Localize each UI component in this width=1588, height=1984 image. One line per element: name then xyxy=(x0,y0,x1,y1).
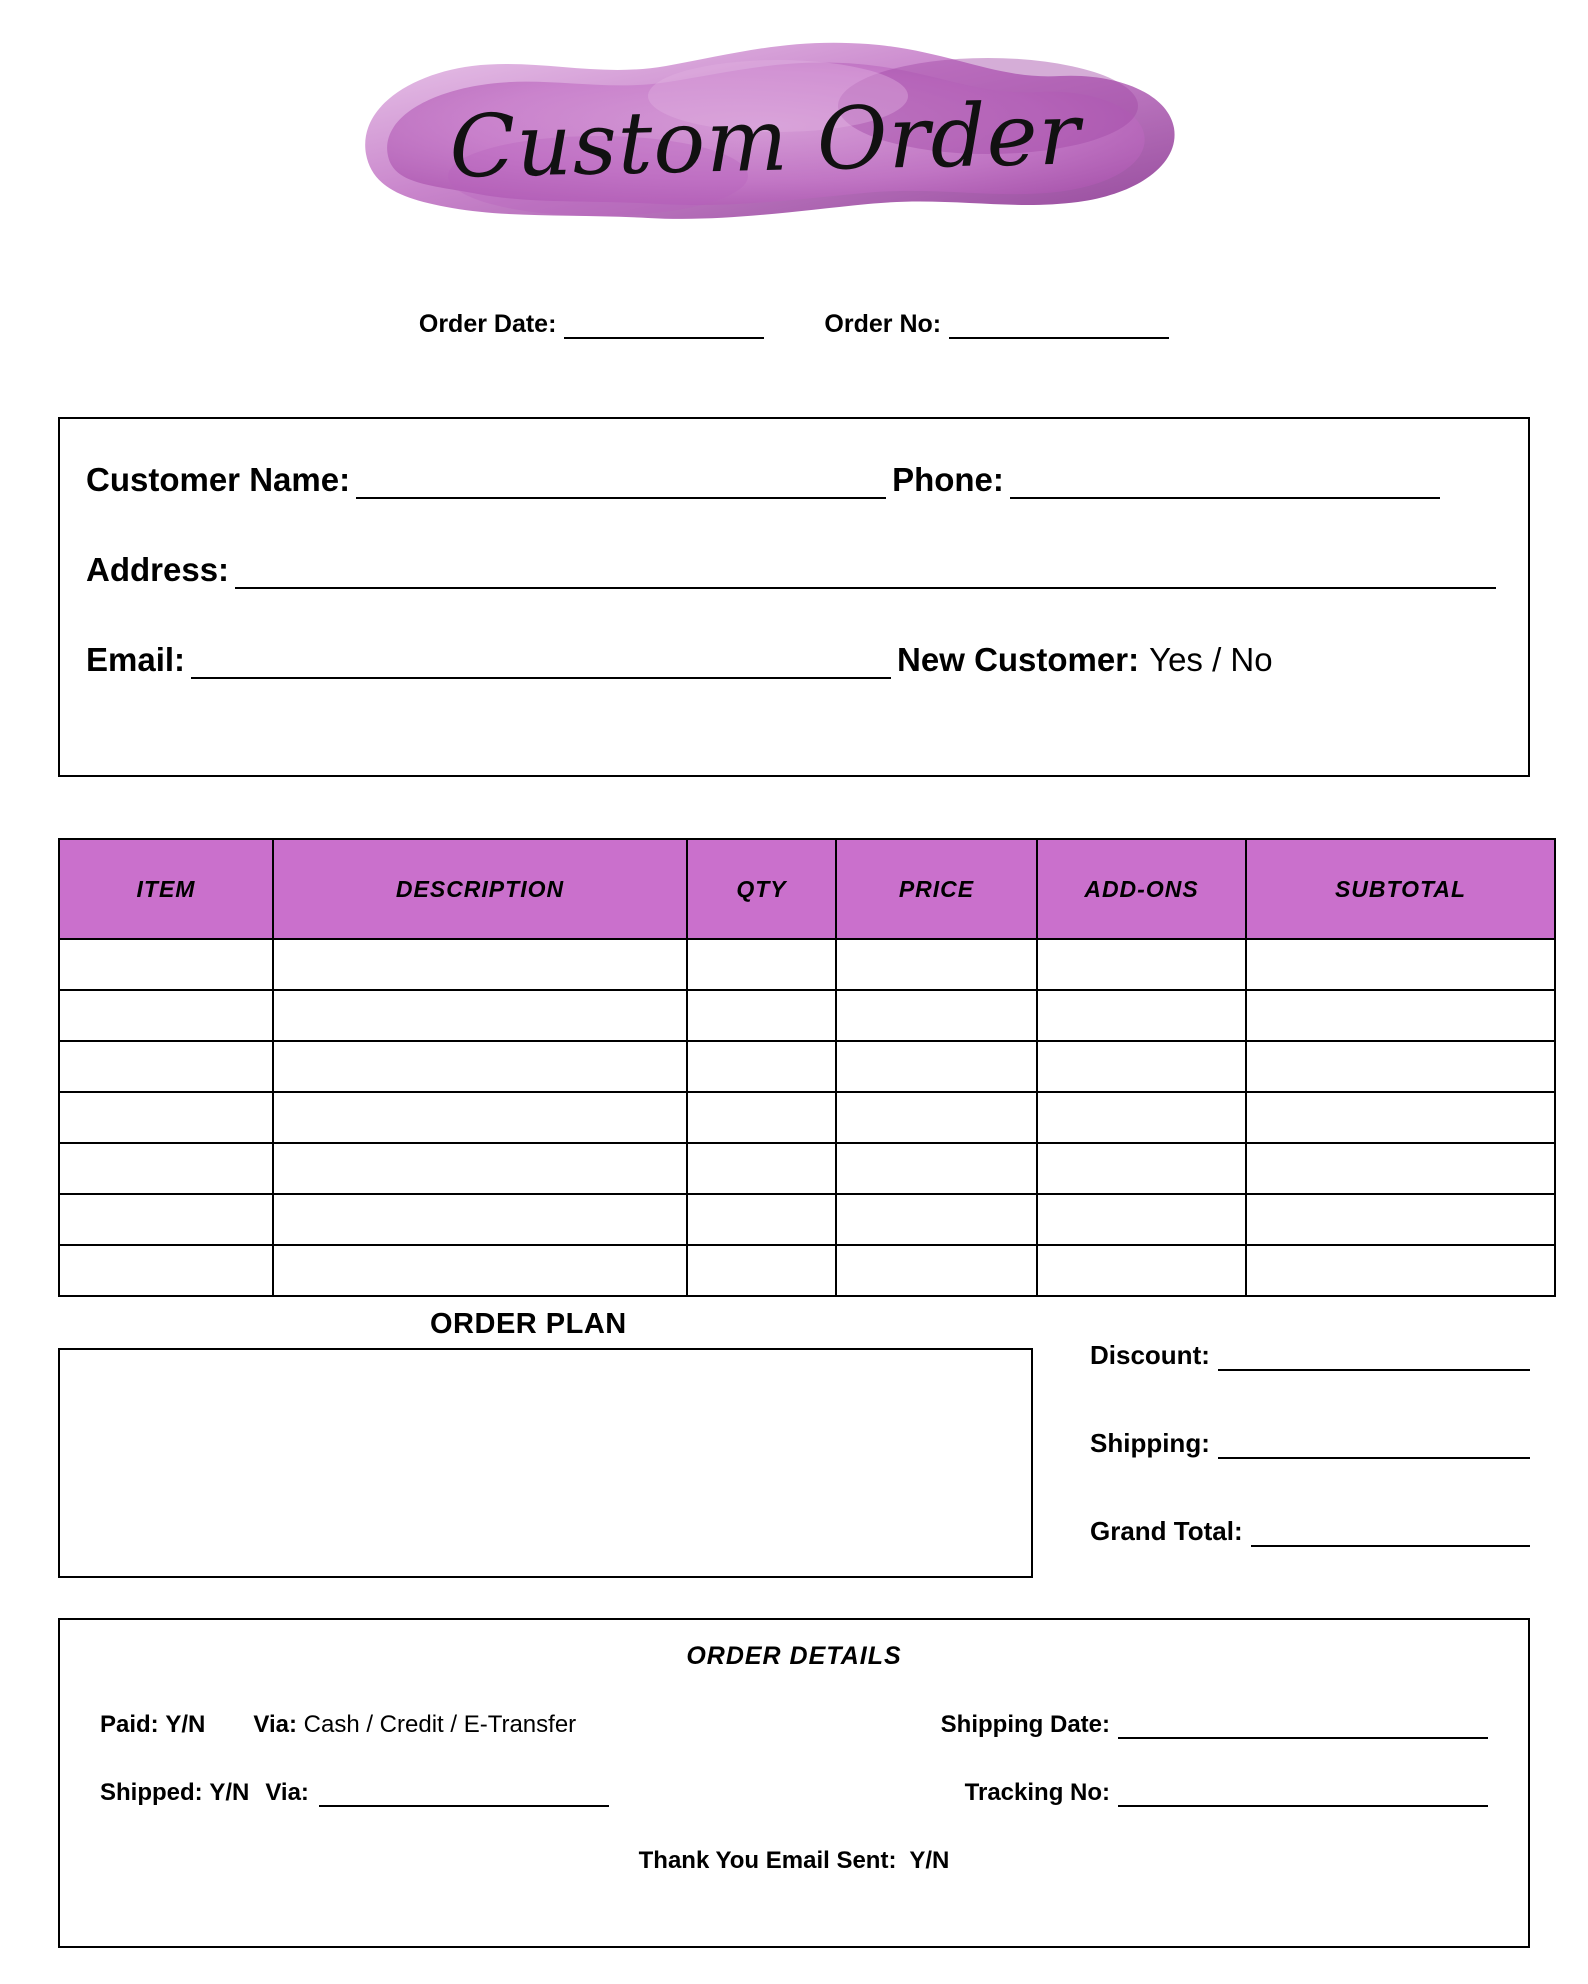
cell-description[interactable] xyxy=(273,1143,687,1194)
column-item: ITEM xyxy=(59,839,273,939)
cell-description[interactable] xyxy=(273,939,687,990)
cell-subtotal[interactable] xyxy=(1246,1041,1555,1092)
shipping-date-label: Shipping Date: xyxy=(940,1711,1110,1738)
new-customer-label: New Customer: xyxy=(897,641,1140,678)
items-table-header-row xyxy=(59,839,1555,939)
cell-addons[interactable] xyxy=(1037,1245,1246,1296)
table-row[interactable] xyxy=(59,1245,1555,1296)
tracking-no-input[interactable] xyxy=(1118,1785,1488,1807)
cell-qty[interactable] xyxy=(687,1092,836,1143)
cell-description[interactable] xyxy=(273,1041,687,1092)
cell-qty[interactable] xyxy=(687,1143,836,1194)
cell-price[interactable] xyxy=(836,990,1037,1041)
order-date-label: Order Date: xyxy=(418,310,557,338)
cell-qty[interactable] xyxy=(687,1245,836,1296)
shipping-date-input[interactable] xyxy=(1118,1717,1488,1739)
paid-label: Paid: xyxy=(100,1711,159,1738)
customer-info-box xyxy=(58,417,1530,777)
cell-item[interactable] xyxy=(59,1092,273,1143)
cell-price[interactable] xyxy=(836,1194,1037,1245)
shipped-label: Shipped: xyxy=(100,1779,203,1806)
cell-description[interactable] xyxy=(273,1245,687,1296)
grand-total-field[interactable] xyxy=(1090,1516,1530,1547)
order-date-field[interactable] xyxy=(419,310,765,339)
thank-you-label: Thank You Email Sent: xyxy=(638,1847,897,1874)
order-details-title: ORDER DETAILS xyxy=(686,1642,902,1670)
thank-you-row xyxy=(60,1847,1528,1875)
cell-price[interactable] xyxy=(836,1092,1037,1143)
totals-section xyxy=(1090,1340,1530,1604)
cell-description[interactable] xyxy=(273,1194,687,1245)
discount-label: Discount: xyxy=(1090,1340,1210,1370)
cell-addons[interactable] xyxy=(1037,1041,1246,1092)
cell-subtotal[interactable] xyxy=(1246,939,1555,990)
address-row xyxy=(86,551,1502,589)
phone-input[interactable] xyxy=(1010,471,1440,499)
discount-field[interactable] xyxy=(1090,1340,1530,1371)
page-title: Custom Order xyxy=(448,83,1082,198)
table-row[interactable] xyxy=(59,1092,1555,1143)
shipped-via-input[interactable] xyxy=(319,1785,609,1807)
column-qty: QTY xyxy=(687,839,836,939)
cell-item[interactable] xyxy=(59,990,273,1041)
cell-subtotal[interactable] xyxy=(1246,1194,1555,1245)
cell-addons[interactable] xyxy=(1037,1194,1246,1245)
column-addons: ADD-ONS xyxy=(1037,839,1246,939)
phone-label: Phone: xyxy=(892,461,1004,498)
cell-qty[interactable] xyxy=(687,1041,836,1092)
address-input[interactable] xyxy=(235,561,1496,589)
table-row[interactable] xyxy=(59,1041,1555,1092)
table-row[interactable] xyxy=(59,939,1555,990)
paid-row xyxy=(60,1711,1528,1739)
cell-description[interactable] xyxy=(273,1092,687,1143)
items-table xyxy=(58,838,1556,1297)
order-no-input[interactable] xyxy=(949,315,1169,339)
column-price: PRICE xyxy=(836,839,1037,939)
table-row[interactable] xyxy=(59,990,1555,1041)
address-label: Address: xyxy=(86,551,230,588)
customer-name-input[interactable] xyxy=(356,471,886,499)
new-customer-options[interactable]: Yes / No xyxy=(1149,641,1273,678)
thank-you-options[interactable]: Y/N xyxy=(909,1847,950,1874)
order-no-field[interactable] xyxy=(824,310,1169,339)
cell-qty[interactable] xyxy=(687,990,836,1041)
shipping-field[interactable] xyxy=(1090,1428,1530,1459)
cell-qty[interactable] xyxy=(687,1194,836,1245)
cell-item[interactable] xyxy=(59,1245,273,1296)
via-options[interactable]: Cash / Credit / E-Transfer xyxy=(303,1711,577,1738)
cell-price[interactable] xyxy=(836,1245,1037,1296)
order-details-box xyxy=(58,1618,1530,1948)
cell-price[interactable] xyxy=(836,1143,1037,1194)
order-no-label: Order No: xyxy=(824,310,942,338)
email-input[interactable] xyxy=(191,651,891,679)
cell-qty[interactable] xyxy=(687,939,836,990)
cell-item[interactable] xyxy=(59,1143,273,1194)
column-subtotal: SUBTOTAL xyxy=(1246,839,1555,939)
cell-price[interactable] xyxy=(836,939,1037,990)
grand-total-label: Grand Total: xyxy=(1090,1516,1243,1546)
cell-item[interactable] xyxy=(59,1041,273,1092)
table-row[interactable] xyxy=(59,1143,1555,1194)
tracking-no-label: Tracking No: xyxy=(964,1779,1110,1806)
cell-addons[interactable] xyxy=(1037,990,1246,1041)
cell-addons[interactable] xyxy=(1037,1092,1246,1143)
shipping-label: Shipping: xyxy=(1090,1428,1210,1458)
shipped-via-label: Via: xyxy=(265,1779,309,1806)
paid-options[interactable]: Y/N xyxy=(165,1711,206,1738)
via-label: Via: xyxy=(253,1711,297,1738)
cell-subtotal[interactable] xyxy=(1246,1092,1555,1143)
shipped-options[interactable]: Y/N xyxy=(209,1779,250,1806)
cell-price[interactable] xyxy=(836,1041,1037,1092)
customer-name-phone-row xyxy=(86,461,1502,499)
cell-subtotal[interactable] xyxy=(1246,1143,1555,1194)
shipped-row xyxy=(60,1779,1528,1807)
cell-addons[interactable] xyxy=(1037,939,1246,990)
cell-item[interactable] xyxy=(59,1194,273,1245)
cell-subtotal[interactable] xyxy=(1246,1245,1555,1296)
form-header xyxy=(0,0,1588,270)
cell-subtotal[interactable] xyxy=(1246,990,1555,1041)
table-row[interactable] xyxy=(59,1194,1555,1245)
column-description: DESCRIPTION xyxy=(273,839,687,939)
order-plan-title: ORDER PLAN xyxy=(430,1308,627,1340)
email-label: Email: xyxy=(86,641,186,678)
shipping-input[interactable] xyxy=(1218,1437,1530,1459)
order-meta-row xyxy=(0,310,1588,339)
grand-total-input[interactable] xyxy=(1251,1525,1530,1547)
cell-item[interactable] xyxy=(59,939,273,990)
discount-input[interactable] xyxy=(1218,1349,1530,1371)
cell-description[interactable] xyxy=(273,990,687,1041)
cell-addons[interactable] xyxy=(1037,1143,1246,1194)
customer-name-label: Customer Name: xyxy=(86,461,351,498)
email-newcustomer-row xyxy=(86,641,1502,679)
order-date-input[interactable] xyxy=(564,315,764,339)
items-table-body xyxy=(59,939,1555,1296)
order-plan-notes-area[interactable] xyxy=(58,1348,1033,1578)
